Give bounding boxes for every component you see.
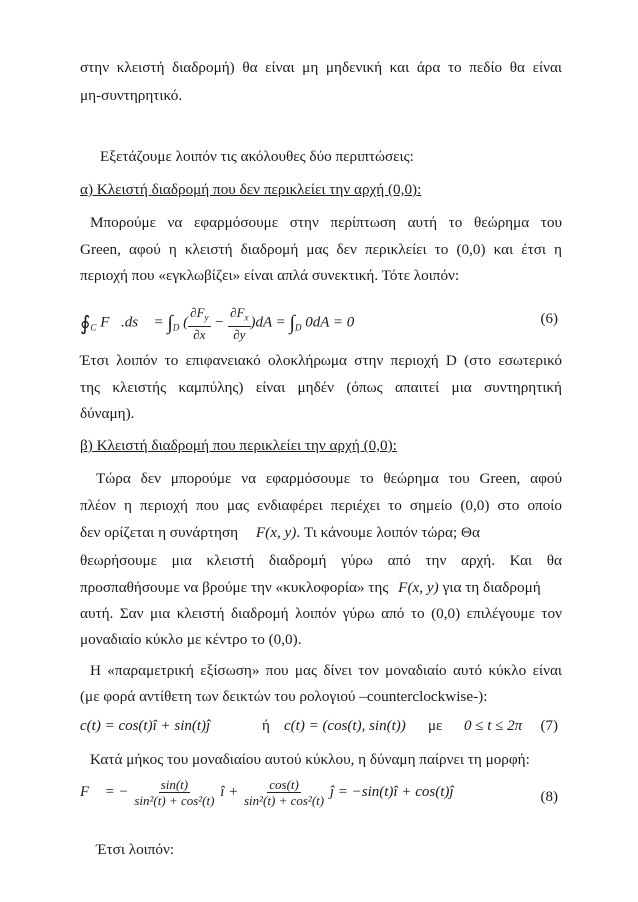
equation-part: c(t) = (cos(t), sin(t)) <box>284 718 406 734</box>
text-line: Τώρα δεν μπορούμε να εφαρμόσουμε το θεώρημα του Green, αφού <box>96 470 562 487</box>
text-line: Έτσι λοιπόν: <box>96 841 175 858</box>
text-line: Εξετάζουμε λοιπόν τις ακόλουθες δύο περιπτώσεις: <box>100 148 414 165</box>
equation-number: (6) <box>540 311 558 327</box>
text-line: της κλειστής καμπύλης) είναι μηδέν (όπως απαιτεί μια συντηρητική <box>80 379 562 396</box>
text-line: Έτσι λοιπόν το επιφανειακό ολοκλήρωμα στην περιοχή D (στο εσωτερικό <box>80 352 562 369</box>
text-line: Green, αφού η κλειστή διαδρομή μας δεν περικλείει το (0,0) και έτσι η <box>80 241 562 258</box>
text-segment: . Τι κάνουμε λοιπόν τώρα; Θα <box>296 524 480 541</box>
text-line: στην κλειστή διαδρομή) θα είναι μη μηδενική και άρα το πεδίο θα είναι <box>80 59 562 76</box>
section-heading-a: α) Κλειστή διαδρομή που δεν περικλείει την αρχή (0,0): <box>80 181 422 198</box>
math-inline: F(x, y) <box>398 579 439 596</box>
text-line: μοναδιαίο κύκλο με κέντρο το (0,0). <box>80 631 302 648</box>
text-line: Κατά μήκος του μοναδιαίου αυτού κύκλου, η δύναμη παίρνει τη μορφή: <box>90 751 530 768</box>
text-line-with-math <box>80 578 562 598</box>
equation-part: με <box>428 718 443 734</box>
text-line: πλέον η περιοχή που μας ενδιαφέρει περιέχει το σημείο (0,0) στο οποίο <box>80 497 562 514</box>
section-heading-b: β) Κλειστή διαδρομή που περικλείει την αρχή (0,0): <box>80 437 397 454</box>
math-inline: F(x, y) <box>255 524 297 541</box>
text-line: αυτή. Σαν μια κλειστή διαδρομή λοιπόν γύρω από το (0,0) επιλέγουμε τον <box>80 605 562 622</box>
text-line-with-math <box>80 523 562 543</box>
equation-part: c(t) = cos(t)î + sin(t)ĵ <box>80 718 211 734</box>
equation-6: $∮_C$ F⃗.ds⃗ = $\int_D$ ( $\frac{\partial F_y}{\partial x}$ − $\frac{\partial F_x}{\partial y}$ )$dA = \int_D$ 0dA = 0 (6) <box>80 305 558 342</box>
text-line: δύναμη). <box>80 405 135 422</box>
text-line: περιοχή που «εγκλωβίζει» είναι απλά συνεκτική. Τότε λοιπόν: <box>80 267 460 284</box>
text-segment: δεν ορίζεται η συνάρτηση <box>80 524 239 541</box>
equation-number: (8) <box>540 789 558 805</box>
text-segment: για τη διαδρομή <box>442 579 541 596</box>
text-line: Η «παραμετρική εξίσωση» που μας δίνει τον μοναδιαίο αυτό κύκλο είναι <box>90 662 562 679</box>
text-line: Μπορούμε να εφαρμόσουμε στην περίπτωση αυτή το θεώρημα του <box>90 214 562 231</box>
text-segment: προσπαθήσουμε να βρούμε την «κυκλοφορία» της <box>80 579 389 596</box>
equation-number: (7) <box>540 718 558 734</box>
text-line: θεωρήσουμε μια κλειστή διαδρομή γύρω από την αρχή. Και θα <box>80 552 562 569</box>
text-line: (με φορά αντίθετη των δεικτών του ρολογιού –counterclockwise-): <box>80 688 488 705</box>
equation-part: 0 ≤ t ≤ 2π <box>464 718 523 734</box>
equation-part: ή <box>262 718 270 734</box>
equation-7 <box>80 716 560 740</box>
equation-8: F⃗ = − $\frac{\sin(t)}{\text{sin²(t) + cos²(t)}}$ î + $\frac{\cos(t)}{\text{sin²(t) + cos²(t)}}$ ĵ = −sin(t)î + cos(t)ĵ (8) <box>80 777 558 808</box>
text-line: μη-συντηρητικό. <box>80 87 183 104</box>
